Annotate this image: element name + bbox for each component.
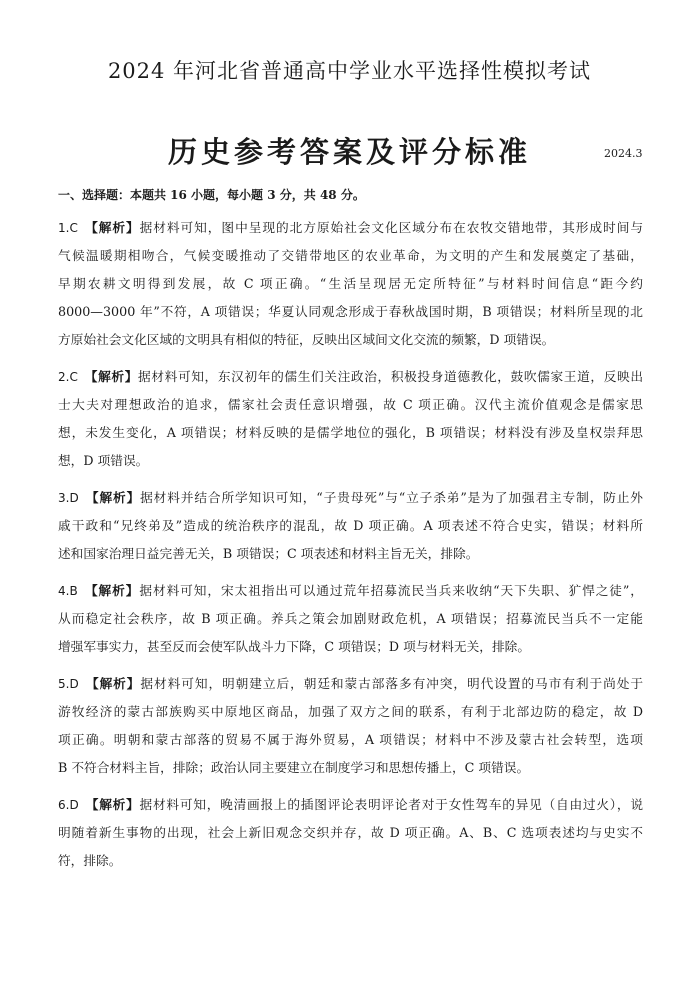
answer-choice: D — [69, 491, 79, 505]
answer-text: 早期农耕文明得到发展，故 C 项正确。“生活呈现居无定所特征”与材料时间信息“距今约 — [58, 276, 643, 291]
question-number: 4. — [58, 584, 70, 598]
answer-line — [58, 326, 643, 354]
answer-text: 增强军事实力，甚至反而会使军队战斗力下降，C 项错误；D 项与材料无关，排除。 — [58, 639, 531, 654]
answer-line — [58, 819, 643, 847]
answer-line — [58, 605, 643, 633]
answer-line — [58, 242, 643, 270]
answer-line — [58, 577, 643, 605]
document-title: 历史参考答案及评分标准 — [167, 135, 531, 169]
question-number: 5. — [58, 677, 70, 691]
exam-title: 2024 年河北省普通高中学业水平选择性模拟考试 — [107, 59, 592, 83]
answer-line — [58, 363, 643, 391]
analysis-tag: 【解析】 — [84, 583, 140, 598]
answer-choice: B — [69, 584, 78, 598]
answer-line — [58, 540, 643, 568]
analysis-tag: 【解析】 — [85, 676, 141, 691]
answer-text: 8000—3000 年”不符，A 项错误；华夏认同观念形成于春秋战国时期，B 项错误；材料所呈现的北 — [58, 304, 643, 319]
answer-text: 据材料可知，明朝建立后，朝廷和蒙古部落多有冲突，明代设置的马市有利于尚处于 — [140, 676, 643, 691]
answer-text: 据材料可知，晚清画报上的插图评论表明评论者对于女性驾车的异见（自由过火），说 — [139, 797, 643, 812]
answer-line — [58, 847, 643, 875]
answer-line — [58, 298, 643, 326]
answer-text: 据材料并结合所学知识可知，“子贵母死”与“立子杀弟”是为了加强君主专制，防止外 — [140, 490, 643, 505]
answer-choice: D — [69, 798, 79, 812]
answer-choice: C — [69, 221, 78, 235]
answer-text: 从而稳定社会秩序，故 B 项正确。养兵之策会加剧财政危机，A 项错误；招募流民当兵不一定能 — [58, 611, 643, 626]
answer-line — [58, 447, 643, 475]
question-number: 6. — [58, 798, 70, 812]
question-number: 1. — [58, 221, 70, 235]
answer-line — [58, 484, 643, 512]
analysis-tag: 【解析】 — [85, 797, 140, 812]
answer-line — [58, 214, 643, 242]
answer-text: 方原始社会文化区域的文明具有相似的特征，反映出区域间文化交流的频繁，D 项错误。 — [58, 332, 555, 347]
answer-text: 据材料可知，宋太祖指出可以通过荒年招募流民当兵来收纳“天下失职、犷悍之徒”， — [139, 583, 643, 598]
answer-line — [58, 754, 643, 782]
answer-text: 游牧经济的蒙古部族购买中原地区商品，加强了双方之间的联系，有利于北部边防的稳定，故 D — [58, 704, 643, 719]
answer-text: 述和国家治理日益完善无关，B 项错误；C 项表述和材料主旨无关，排除。 — [58, 546, 479, 561]
answer-text: 士大夫对理想政治的追求，儒家社会责任意识增强，故 C 项正确。汉代主流价值观念是儒家思 — [58, 397, 643, 412]
answer-text: 项正确。明朝和蒙古部落的贸易不属于海外贸易，A 项错误；材料中不涉及蒙古社会转型，选项 — [58, 732, 643, 747]
answer-line — [58, 670, 643, 698]
answer-text: 想，未发生变化，A 项错误；材料反映的是儒学地位的强化，B 项错误；材料没有涉及皇权崇拜思 — [58, 425, 643, 440]
answer-line — [58, 512, 643, 540]
answer-line — [58, 391, 643, 419]
analysis-tag: 【解析】 — [85, 490, 141, 505]
answer-item — [58, 577, 643, 661]
answer-item — [58, 214, 643, 354]
answer-text: 据材料可知，东汉初年的儒生们关注政治，积极投身道德教化，鼓吹儒家王道，反映出 — [138, 369, 643, 384]
answer-list — [58, 214, 643, 884]
answer-item — [58, 363, 643, 475]
question-number: 2. — [58, 370, 70, 384]
section-heading: 一、选择题：本题共 16 小题，每小题 3 分，共 48 分。 — [58, 188, 365, 202]
answer-text: B 不符合材料主旨，排除；政治认同主要建立在制度学习和思想传播上，C 项错误。 — [58, 760, 530, 775]
analysis-tag: 【解析】 — [84, 369, 139, 384]
answer-item — [58, 670, 643, 782]
answer-choice: C — [69, 370, 78, 384]
answer-line — [58, 791, 643, 819]
answer-text: 想，D 项错误。 — [58, 453, 149, 468]
answer-text: 明随着新生事物的出现，社会上新旧观念交织并存，故 D 项正确。A、B、C 选项表述均与史实不 — [58, 825, 643, 840]
answer-text: 据材料可知，图中呈现的北方原始社会文化区域分布在农牧交错地带，其形成时间与 — [139, 220, 643, 235]
answer-text: 戚干政和“兄终弟及”造成的统治秩序的混乱，故 D 项正确。A 项表述不符合史实，错误；材料所 — [58, 518, 643, 533]
question-number: 3. — [58, 491, 70, 505]
answer-text: 气候温暖期相吻合，气候变暖推动了交错带地区的农业革命，为文明的产生和发展奠定了基础， — [58, 248, 643, 263]
answer-text: 符，排除。 — [58, 853, 122, 868]
analysis-tag: 【解析】 — [84, 220, 140, 235]
answer-line — [58, 698, 643, 726]
answer-item — [58, 791, 643, 875]
answer-choice: D — [69, 677, 79, 691]
answer-line — [58, 726, 643, 754]
answer-line — [58, 419, 643, 447]
document-date: 2024.3 — [604, 147, 643, 160]
answer-line — [58, 270, 643, 298]
answer-line — [58, 633, 643, 661]
answer-item — [58, 484, 643, 568]
